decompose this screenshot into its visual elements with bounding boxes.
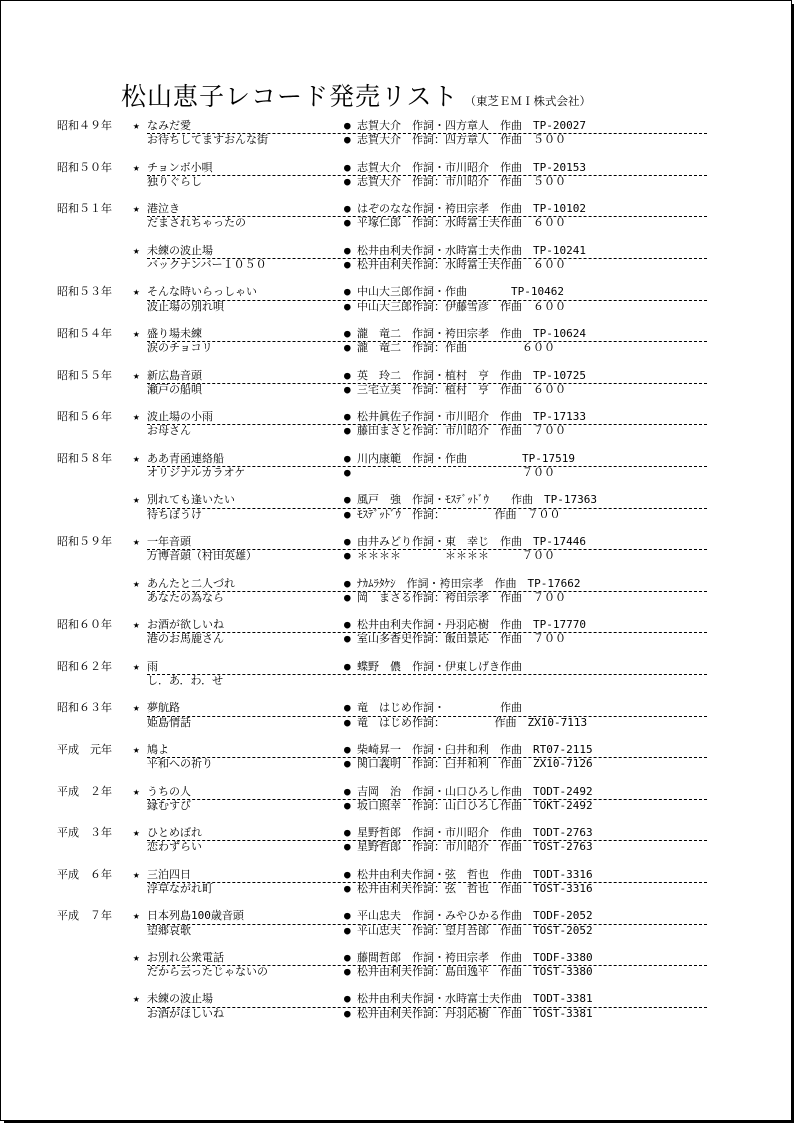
dashed-rule: [147, 591, 707, 592]
a-side-title: 新広島音頭: [147, 368, 202, 382]
bullet-icon: ●: [344, 133, 351, 147]
bullet-icon: ●: [344, 160, 351, 174]
b-side-line: [1, 1007, 791, 1021]
star-icon: ★: [133, 742, 140, 756]
a-side-credits: 松井由利夫作詞・水時富士夫作曲 TP-10241: [357, 243, 586, 257]
a-side-line: [1, 826, 791, 840]
a-side-title: お別れ公衆電話: [147, 950, 224, 964]
bullet-icon: ●: [344, 216, 351, 230]
dashed-rule: [147, 716, 707, 717]
a-side-title: 雨: [147, 659, 158, 673]
a-side-line: [1, 951, 791, 965]
b-side-line: [1, 840, 791, 854]
bullet-icon: ●: [344, 742, 351, 756]
a-side-credits: 松井由利夫作詞・丹羽応樹 作曲 TP-17770: [357, 618, 586, 632]
a-side-line: [1, 493, 791, 507]
a-side-credits: 川内康範 作詞・作曲 TP-17519: [357, 451, 575, 465]
a-side-title: 波止場の小雨: [147, 410, 213, 424]
a-side-line: [1, 202, 791, 216]
star-icon: ★: [133, 701, 140, 715]
star-icon: ★: [133, 285, 140, 299]
record-entry: [1, 618, 791, 647]
dashed-rule: [147, 1007, 707, 1008]
b-side-credits: 竜 はじめ作詞： 作曲 ZX10-7113: [357, 715, 588, 729]
bullet-icon: ●: [344, 1006, 351, 1020]
bullet-icon: ●: [344, 507, 351, 521]
a-side-credits: 志賀大介 作詞・市川昭介 作曲 TP-20153: [357, 160, 586, 174]
a-side-credits: 瀧 竜二 作詞・袴田宗孝 作曲 TP-10624: [357, 326, 586, 340]
bullet-icon: ●: [344, 119, 351, 132]
year-group: [1, 618, 791, 647]
record-entry: [1, 660, 791, 689]
release-year: 昭和５８年: [57, 451, 112, 465]
a-side-title: 鳩よ: [147, 742, 169, 756]
b-side-credits: 藤田まさと作詞：市川昭介 作曲 ７００: [357, 424, 566, 438]
star-icon: ★: [133, 119, 140, 132]
record-entry: [1, 119, 791, 148]
b-side-line: [1, 341, 791, 355]
star-icon: ★: [133, 368, 140, 382]
bullet-icon: ●: [344, 701, 351, 715]
a-side-line: [1, 785, 791, 799]
bullet-icon: ●: [344, 549, 351, 563]
year-group: [1, 868, 791, 897]
b-side-title: バックナンバー１０５０: [147, 258, 267, 272]
a-side-credits: はぞのなな作詞・袴田宗孝 作曲 TP-10102: [357, 202, 586, 216]
star-icon: ★: [133, 909, 140, 923]
bullet-icon: ●: [344, 382, 351, 396]
release-year: 昭和６２年: [57, 659, 112, 673]
a-side-credits: 由井みどり作詞・東 幸じ 作曲 TP-17446: [357, 534, 586, 548]
bullet-icon: ●: [344, 909, 351, 923]
b-side-title: 縁むすび: [147, 798, 191, 812]
b-side-credits: 室山多香史作詞：飯田景応 作曲 ７００: [357, 632, 566, 646]
record-entry: [1, 868, 791, 897]
b-side-credits: ７００: [357, 466, 555, 480]
a-side-line: [1, 992, 791, 1006]
b-side-title: 浮草ながれ町: [147, 881, 213, 895]
year-group: [1, 202, 791, 272]
dashed-rule: [147, 133, 707, 134]
star-icon: ★: [133, 659, 140, 673]
a-side-title: 未練の波止場: [147, 243, 213, 257]
bullet-icon: ●: [344, 618, 351, 632]
release-year: 昭和５５年: [57, 368, 112, 382]
year-group: [1, 743, 791, 772]
a-side-title: 未練の波止場: [147, 992, 213, 1006]
a-side-line: [1, 327, 791, 341]
bullet-icon: ●: [344, 493, 351, 507]
b-side-credits: ＊＊＊＊ ＊＊＊＊ ７００: [357, 549, 555, 563]
record-entry: [1, 909, 791, 938]
a-side-credits: 中山大三郎作詞・作曲 TP-10462: [357, 285, 564, 299]
year-group: [1, 285, 791, 314]
year-group: [1, 119, 791, 148]
a-side-line: [1, 701, 791, 715]
bullet-icon: ●: [344, 992, 351, 1006]
record-entry: [1, 951, 791, 980]
b-side-credits: 松井由利夫作詞：丹羽応樹 作曲 TOST-3381: [357, 1006, 593, 1020]
star-icon: ★: [133, 410, 140, 424]
b-side-line: [1, 300, 791, 314]
b-side-title: あなたの為なら: [147, 590, 224, 604]
b-side-credits: 星野哲郎 作詞：市川昭介 作曲 TOST-2763: [357, 840, 593, 854]
dashed-rule: [147, 674, 707, 675]
record-entry: [1, 577, 791, 606]
b-side-line: [1, 757, 791, 771]
a-side-credits: 風戸 強 作詞・ﾓｽﾃﾞｯﾄﾞｳ 作曲 TP-17363: [357, 493, 597, 507]
star-icon: ★: [133, 576, 140, 590]
dashed-rule: [147, 175, 707, 176]
b-side-credits: 志賀大介 作詞：四方章人 作曲 ５００: [357, 133, 566, 147]
record-entry: [1, 452, 791, 481]
star-icon: ★: [133, 950, 140, 964]
page-title: 松山恵子レコード発売リスト: [121, 82, 459, 111]
a-side-credits: 蝶野 儂 作詞・伊東しげき作曲: [357, 659, 522, 673]
bullet-icon: ●: [344, 243, 351, 257]
b-side-line: [1, 549, 791, 563]
b-side-credits: 瀧 竜二 作詞：作曲 ６００: [357, 341, 555, 355]
bullet-icon: ●: [344, 590, 351, 604]
record-entry: [1, 493, 791, 522]
year-group: [1, 701, 791, 730]
record-entry: [1, 992, 791, 1021]
record-entry: [1, 743, 791, 772]
year-group: [1, 452, 791, 522]
bullet-icon: ●: [344, 299, 351, 313]
b-side-credits: ﾓｽﾃﾞｯﾄﾞｳ 作詞： 作曲 ７００: [357, 507, 561, 521]
bullet-icon: ●: [344, 784, 351, 798]
a-side-title: なみだ愛: [147, 119, 191, 132]
a-side-line: [1, 618, 791, 632]
dashed-rule: [147, 799, 707, 800]
a-side-title: うちの人: [147, 784, 191, 798]
b-side-credits: 岡 まさる作詞：袴田宗孝 作曲 ７００: [357, 590, 566, 604]
a-side-credits: 英 玲二 作詞・植村 亨 作曲 TP-10725: [357, 368, 586, 382]
b-side-title: だから云ったじゃないの: [147, 965, 268, 979]
bullet-icon: ●: [344, 326, 351, 340]
star-icon: ★: [133, 826, 140, 840]
dashed-rule: [147, 508, 707, 509]
b-side-credits: 平塚仁郎 作詞：水時富士夫作曲 ６００: [357, 216, 566, 230]
b-side-credits: 松井由利夫作詞：弦 哲也 作曲 TOST-3316: [357, 881, 593, 895]
b-side-line: [1, 882, 791, 896]
b-side-title: お待ちしてますおんな街: [147, 133, 268, 147]
bullet-icon: ●: [344, 881, 351, 895]
b-side-line: [1, 674, 791, 688]
b-side-line: [1, 632, 791, 646]
b-side-credits: 松井由利夫作詞：水時富士夫作曲 ６００: [357, 258, 566, 272]
a-side-line: [1, 909, 791, 923]
a-side-line: [1, 285, 791, 299]
a-side-title: お酒が欲しいね: [147, 618, 224, 632]
a-side-line: [1, 868, 791, 882]
bullet-icon: ●: [344, 867, 351, 881]
a-side-credits: 松井眞佐子作詞・市川昭介 作曲 TP-17133: [357, 410, 586, 424]
release-year: 昭和５１年: [57, 202, 112, 216]
b-side-line: [1, 175, 791, 189]
release-year: 昭和５６年: [57, 410, 112, 424]
page-subtitle: （東芝ＥＭＩ株式会社）: [464, 94, 592, 108]
release-year: 昭和５４年: [57, 326, 112, 340]
a-side-title: 日本列島100歳音頭: [147, 909, 244, 923]
year-group: [1, 660, 791, 689]
dashed-rule: [147, 965, 707, 966]
b-side-title: 万博音頭（村田英雄）: [147, 549, 257, 563]
star-icon: ★: [133, 160, 140, 174]
dashed-rule: [147, 840, 707, 841]
year-group: [1, 909, 791, 1021]
bullet-icon: ●: [344, 341, 351, 355]
dashed-rule: [147, 258, 707, 259]
record-entry: [1, 244, 791, 273]
a-side-title: チョンボ小唄: [147, 160, 213, 174]
bullet-icon: ●: [344, 451, 351, 465]
bullet-icon: ●: [344, 424, 351, 438]
bullet-icon: ●: [344, 923, 351, 937]
bullet-icon: ●: [344, 202, 351, 216]
dashed-rule: [147, 341, 707, 342]
b-side-line: [1, 466, 791, 480]
b-side-title: お母さん: [147, 424, 191, 438]
a-side-line: [1, 369, 791, 383]
b-side-line: [1, 133, 791, 147]
b-side-line: [1, 383, 791, 397]
star-icon: ★: [133, 326, 140, 340]
bullet-icon: ●: [344, 368, 351, 382]
dashed-rule: [147, 924, 707, 925]
b-side-line: [1, 216, 791, 230]
record-list: [1, 119, 791, 1034]
b-side-credits: 平山忠夫 作詞：望月吾郎 作曲 TOST-2052: [357, 923, 593, 937]
bullet-icon: ●: [344, 174, 351, 188]
year-group: [1, 535, 791, 605]
year-group: [1, 785, 791, 814]
record-entry: [1, 202, 791, 231]
a-side-credits: 志賀大介 作詞・四方章人 作曲 TP-20027: [357, 119, 586, 132]
b-side-line: [1, 924, 791, 938]
star-icon: ★: [133, 493, 140, 507]
b-side-line: [1, 508, 791, 522]
bullet-icon: ●: [344, 950, 351, 964]
a-side-line: [1, 577, 791, 591]
a-side-line: [1, 244, 791, 258]
a-side-title: 盛り場未練: [147, 326, 202, 340]
b-side-title: し．あ．わ．せ: [147, 674, 224, 688]
bullet-icon: ●: [344, 840, 351, 854]
b-side-line: [1, 716, 791, 730]
record-entry: [1, 826, 791, 855]
dashed-rule: [147, 757, 707, 758]
b-side-title: オリジナルカラオケ: [147, 466, 246, 480]
a-side-title: ひとめぼれ: [147, 826, 202, 840]
release-year: 平成 ３年: [57, 826, 112, 840]
dashed-rule: [147, 466, 707, 467]
a-side-line: [1, 119, 791, 133]
a-side-line: [1, 410, 791, 424]
bullet-icon: ●: [344, 798, 351, 812]
a-side-credits: 吉岡 治 作詞・山口ひろし作曲 TODT-2492: [357, 784, 593, 798]
year-group: [1, 369, 791, 398]
b-side-line: [1, 258, 791, 272]
release-year: 平成 ６年: [57, 867, 112, 881]
bullet-icon: ●: [344, 632, 351, 646]
b-side-credits: 中山大三郎作詞：伊藤雪彦 作曲 ６００: [357, 299, 566, 313]
star-icon: ★: [133, 992, 140, 1006]
b-side-line: [1, 799, 791, 813]
release-year: 昭和６０年: [57, 618, 112, 632]
release-year: 昭和４９年: [57, 119, 112, 132]
bullet-icon: ●: [344, 659, 351, 673]
a-side-line: [1, 535, 791, 549]
a-side-credits: 松井由利夫作詞・水時富士夫作曲 TODT-3381: [357, 992, 593, 1006]
dashed-rule: [147, 300, 707, 301]
bullet-icon: ●: [344, 534, 351, 548]
a-side-title: あんたと二人づれ: [147, 576, 235, 590]
b-side-title: 波止場の別れ唄: [147, 299, 224, 313]
release-year: 昭和６３年: [57, 701, 112, 715]
release-year: 昭和５０年: [57, 160, 112, 174]
record-entry: [1, 701, 791, 730]
release-year: 昭和５９年: [57, 534, 112, 548]
a-side-title: ああ青函連絡船: [147, 451, 224, 465]
bullet-icon: ●: [344, 410, 351, 424]
b-side-line: [1, 965, 791, 979]
b-side-title: 望郷哀歌: [147, 923, 191, 937]
dashed-rule: [147, 882, 707, 883]
a-side-credits: 竜 はじめ作詞・ 作曲: [357, 701, 522, 715]
b-side-title: 涙のチョコリ: [147, 341, 213, 355]
star-icon: ★: [133, 618, 140, 632]
b-side-title: 恋わずらい: [147, 840, 202, 854]
dashed-rule: [147, 424, 707, 425]
a-side-title: 夢航路: [147, 701, 180, 715]
star-icon: ★: [133, 243, 140, 257]
bullet-icon: ●: [344, 757, 351, 771]
bullet-icon: ●: [344, 965, 351, 979]
b-side-title: だまされちゃったの: [147, 216, 246, 230]
release-year: 平成 元年: [57, 742, 112, 756]
a-side-line: [1, 660, 791, 674]
dashed-rule: [147, 383, 707, 384]
record-entry: [1, 161, 791, 190]
star-icon: ★: [133, 867, 140, 881]
star-icon: ★: [133, 451, 140, 465]
b-side-title: 平和への祈り: [147, 757, 213, 771]
record-entry: [1, 535, 791, 564]
a-side-credits: 平山忠夫 作詞・みやひかる作曲 TODF-2052: [357, 909, 593, 923]
year-group: [1, 826, 791, 855]
a-side-line: [1, 161, 791, 175]
b-side-title: 姫島情話: [147, 715, 191, 729]
release-year: 平成 ２年: [57, 784, 112, 798]
b-side-credits: 関口義明 作詞：臼井和利 作曲 ZX10-7126: [357, 757, 593, 771]
record-entry: [1, 410, 791, 439]
star-icon: ★: [133, 202, 140, 216]
b-side-title: 瀬戸の船唄: [147, 382, 202, 396]
b-side-credits: 松井由利夫作詞：島田逸平 作曲 TOST-3380: [357, 965, 593, 979]
release-year: 昭和５３年: [57, 285, 112, 299]
b-side-title: 独りぐらし: [147, 174, 202, 188]
a-side-title: 別れても逢いたい: [147, 493, 235, 507]
b-side-title: 港のお馬鹿さん: [147, 632, 224, 646]
header: [121, 77, 591, 113]
a-side-credits: 柴崎昇一 作詞・臼井和利 作曲 RT07-2115: [357, 742, 593, 756]
b-side-credits: 志賀大介 作詞：市川昭介 作曲 ５００: [357, 174, 566, 188]
b-side-title: 待ちぼうけ: [147, 507, 202, 521]
dashed-rule: [147, 632, 707, 633]
record-entry: [1, 369, 791, 398]
record-entry: [1, 285, 791, 314]
b-side-title: お酒がほしいね: [147, 1006, 224, 1020]
bullet-icon: ●: [344, 715, 351, 729]
year-group: [1, 161, 791, 190]
a-side-title: 三泊四日: [147, 867, 191, 881]
record-entry: [1, 785, 791, 814]
a-side-credits: 藤間哲郎 作詞・袴田宗孝 作曲 TODF-3380: [357, 950, 593, 964]
dashed-rule: [147, 216, 707, 217]
a-side-line: [1, 743, 791, 757]
star-icon: ★: [133, 534, 140, 548]
a-side-credits: ﾅｶﾑﾗﾀｹｼ 作詞・袴田宗孝 作曲 TP-17662: [357, 576, 581, 590]
b-side-line: [1, 424, 791, 438]
a-side-credits: 星野哲郎 作詞・市川昭介 作曲 TODT-2763: [357, 826, 593, 840]
star-icon: ★: [133, 784, 140, 798]
b-side-credits: 三宅立美 作詞：植村 亨 作曲 ６００: [357, 382, 566, 396]
a-side-title: 港泣き: [147, 202, 180, 216]
a-side-title: そんな時いらっしゃい: [147, 285, 257, 299]
bullet-icon: ●: [344, 285, 351, 299]
record-entry: [1, 327, 791, 356]
bullet-icon: ●: [344, 576, 351, 590]
a-side-title: 一年音頭: [147, 534, 191, 548]
bullet-icon: ●: [344, 466, 351, 480]
a-side-line: [1, 452, 791, 466]
b-side-line: [1, 591, 791, 605]
a-side-credits: 松井由利夫作詞・弦 哲也 作曲 TODT-3316: [357, 867, 593, 881]
dashed-rule: [147, 549, 707, 550]
bullet-icon: ●: [344, 258, 351, 272]
b-side-credits: 坂口照幸 作詞：山口ひろし作曲 TOKT-2492: [357, 798, 593, 812]
bullet-icon: ●: [344, 826, 351, 840]
year-group: [1, 327, 791, 356]
release-year: 平成 ７年: [57, 909, 112, 923]
year-group: [1, 410, 791, 439]
